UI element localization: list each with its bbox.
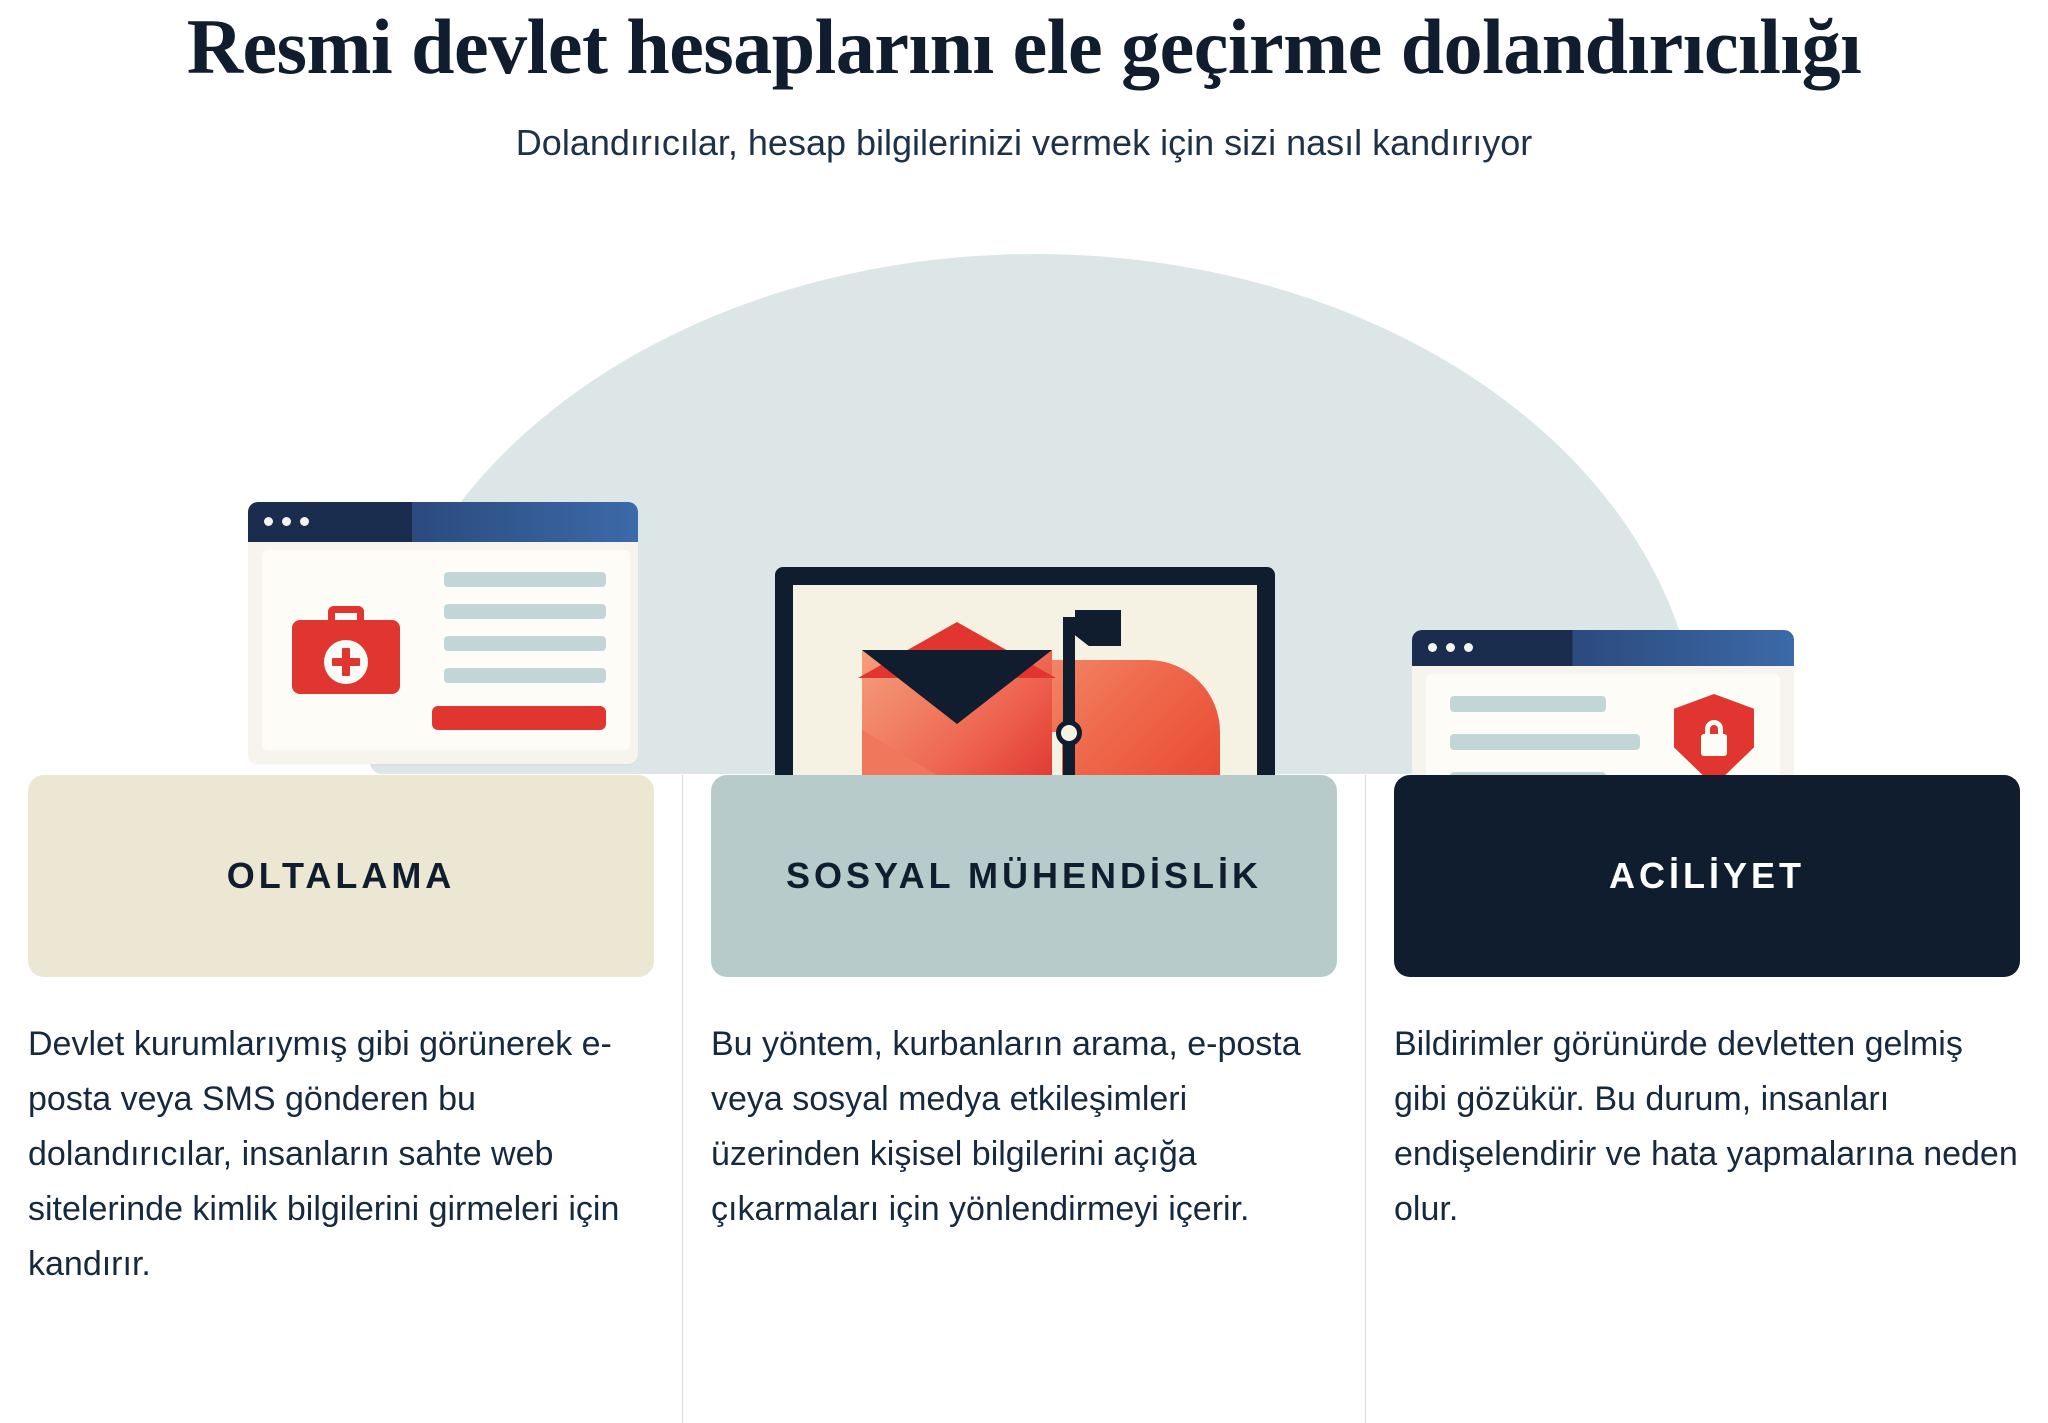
mailbox-flag-icon — [1075, 610, 1121, 646]
text-line — [444, 668, 606, 683]
label-text: SOSYAL MÜHENDİSLİK — [785, 854, 1263, 896]
illustration-area — [0, 202, 2048, 742]
window-dots-icon — [264, 517, 309, 526]
description-text: Bildirimler görünürde devletten gelmiş gibi gözükür. Bu durum, insanları endişelendirir ve hata yapmalarına neden olur. — [1394, 1025, 2018, 1229]
envelope-icon — [862, 650, 1052, 790]
browser-title-bar — [1412, 630, 1794, 666]
label-text: ACİLİYET — [1608, 854, 1805, 896]
column-urgency — [1365, 775, 2048, 1423]
text-line — [444, 636, 606, 651]
text-line — [444, 604, 606, 619]
text-line — [1450, 696, 1606, 712]
description-text: Devlet kurumlarıymış gibi görünerek e-posta veya SMS gönderen bu dolandırıcılar, insanların sahte web sitelerinde kimlik bilgilerini girmeleri için kandırır. — [28, 1025, 620, 1284]
column-phishing — [0, 775, 682, 1423]
label-box-urgency — [1394, 775, 2020, 977]
label-box-phishing — [28, 775, 654, 977]
label-box-social-engineering — [711, 775, 1337, 977]
first-aid-kit-icon — [292, 606, 400, 694]
column-social-engineering — [682, 775, 1365, 1423]
text-line — [1450, 734, 1640, 750]
page-title: Resmi devlet hesaplarını ele geçirme dolandırıcılığı — [186, 3, 1862, 90]
text-line — [444, 572, 606, 587]
columns-section — [0, 775, 2048, 1423]
mailbox-knob — [1056, 720, 1082, 746]
description-text: Bu yöntem, kurbanların arama, e-posta veya sosyal medya etkileşimleri üzerinden kişisel bilgilerini açığa çıkarmaları için yönlendirmeyi içerir. — [711, 1025, 1301, 1229]
label-text: OLTALAMA — [226, 854, 456, 896]
window-dots-icon — [1428, 643, 1473, 652]
page-subtitle: Dolandırıcılar, hesap bilgilerinizi vermek için sizi nasıl kandırıyor — [515, 122, 1533, 163]
cta-bar — [432, 706, 606, 730]
browser-title-bar — [248, 502, 638, 542]
